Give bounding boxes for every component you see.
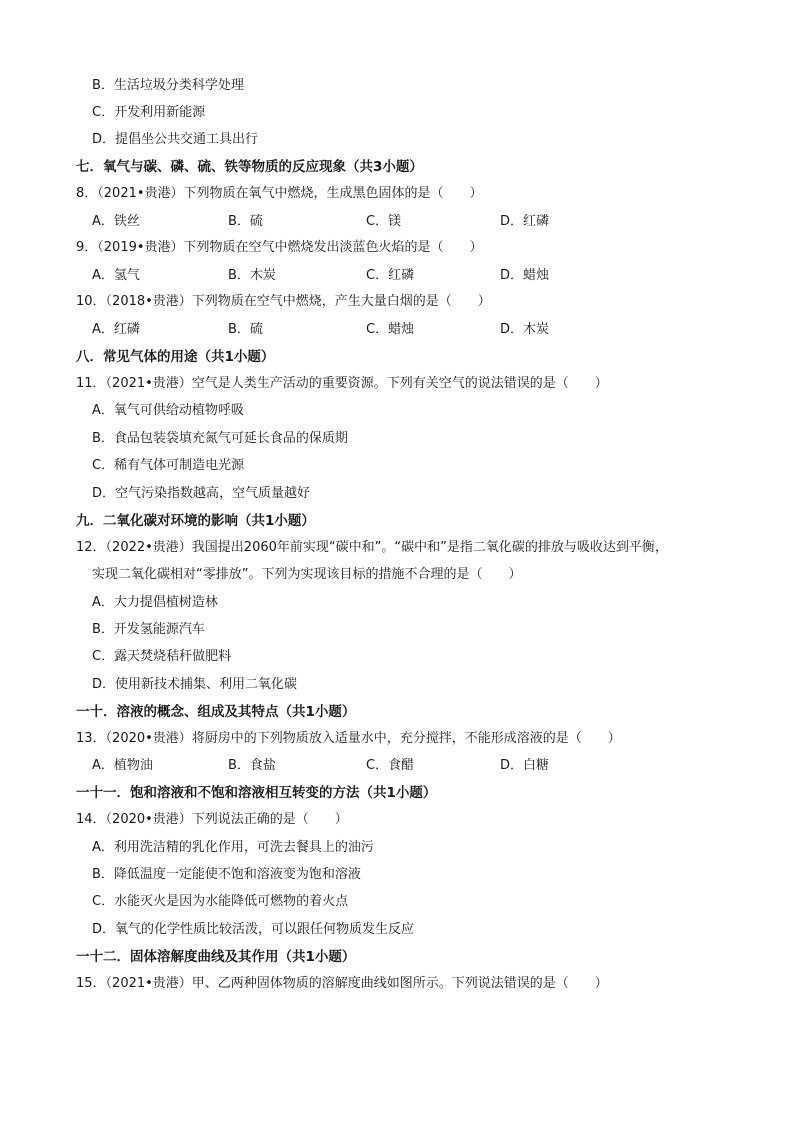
option-text: B．木炭 — [228, 268, 276, 283]
section-heading: 七．氧气与碳、磷、硫、铁等物质的反应现象（共3小题） — [76, 159, 423, 175]
option-text: D．提倡坐公共交通工具出行 — [92, 132, 259, 147]
option-text: C．食醋 — [366, 758, 415, 773]
question-stem: 9．（2019•贵港）下列物质在空气中燃烧发出淡蓝色火焰的是（ ） — [76, 240, 483, 255]
section-heading: 八．常见气体的用途（共1小题） — [76, 349, 275, 365]
question-stem: 8．（2021•贵港）下列物质在氧气中燃烧，生成黑色固体的是（ ） — [76, 186, 483, 201]
option-text: A．植物油 — [92, 758, 153, 773]
option-text: B．硫 — [228, 214, 263, 229]
option-text: C．水能灭火是因为水能降低可燃物的着火点 — [92, 894, 349, 909]
option-text: B．开发氢能源汽车 — [92, 622, 205, 637]
question-stem: 12．（2022•贵港）我国提出2060年前实现“碳中和”。“碳中和”是指二氧化碳的排放与吸收达到平衡， — [76, 540, 668, 555]
option-text: A．氢气 — [92, 268, 140, 283]
option-text: B．食盐 — [228, 758, 276, 773]
option-text: B．食品包装袋填充氮气可延长食品的保质期 — [92, 431, 348, 446]
option-text: D．白糖 — [500, 758, 550, 773]
question-stem: 11．（2021•贵港）空气是人类生产活动的重要资源。下列有关空气的说法错误的是（ ） — [76, 376, 608, 391]
question-stem: 15．（2021•贵港）甲、乙两种固体物质的溶解度曲线如图所示。下列说法错误的是（ ） — [76, 976, 608, 991]
question-stem: 14．（2020•贵港）下列说法正确的是（ ） — [76, 812, 348, 827]
section-heading: 一十一．饱和溶液和不饱和溶液相互转变的方法（共1小题） — [76, 785, 437, 801]
option-text: C．开发利用新能源 — [92, 105, 206, 120]
option-text: A．大力提倡植树造林 — [92, 595, 218, 610]
question-stem-continued: 实现二氧化碳相对“零排放”。下列为实现该目标的措施不合理的是（ ） — [92, 567, 522, 582]
option-text: C．露天焚烧秸秆做肥料 — [92, 649, 232, 664]
section-heading: 九．二氧化碳对环境的影响（共1小题） — [76, 513, 315, 529]
option-text: D．使用新技术捕集、利用二氧化碳 — [92, 677, 298, 692]
option-text: A．氧气可供给动植物呼吸 — [92, 403, 244, 418]
option-text: A．铁丝 — [92, 214, 140, 229]
option-text: C．红磷 — [366, 268, 415, 283]
option-text: B．生活垃圾分类科学处理 — [92, 78, 244, 93]
option-text: D．红磷 — [500, 214, 550, 229]
question-stem: 10．（2018•贵港）下列物质在空气中燃烧，产生大量白烟的是（ ） — [76, 294, 491, 309]
option-text: C．蜡烛 — [366, 322, 415, 337]
option-text: B．硫 — [228, 322, 263, 337]
option-text: B．降低温度一定能使不饱和溶液变为饱和溶液 — [92, 867, 361, 882]
option-text: C．稀有气体可制造电光源 — [92, 458, 245, 473]
section-heading: 一十二．固体溶解度曲线及其作用（共1小题） — [76, 949, 356, 965]
option-text: C．镁 — [366, 214, 402, 229]
option-text: D．蜡烛 — [500, 268, 550, 283]
question-stem: 13．（2020•贵港）将厨房中的下列物质放入适量水中，充分搅拌，不能形成溶液的是（ ） — [76, 731, 621, 746]
option-text: D．氧气的化学性质比较活泼，可以跟任何物质发生反应 — [92, 922, 415, 937]
option-text: D．木炭 — [500, 322, 550, 337]
section-heading: 一十．溶液的概念、组成及其特点（共1小题） — [76, 704, 356, 720]
option-text: D．空气污染指数越高，空气质量越好 — [92, 486, 311, 501]
option-text: A．红磷 — [92, 322, 140, 337]
option-text: A．利用洗洁精的乳化作用，可洗去餐具上的油污 — [92, 840, 374, 855]
